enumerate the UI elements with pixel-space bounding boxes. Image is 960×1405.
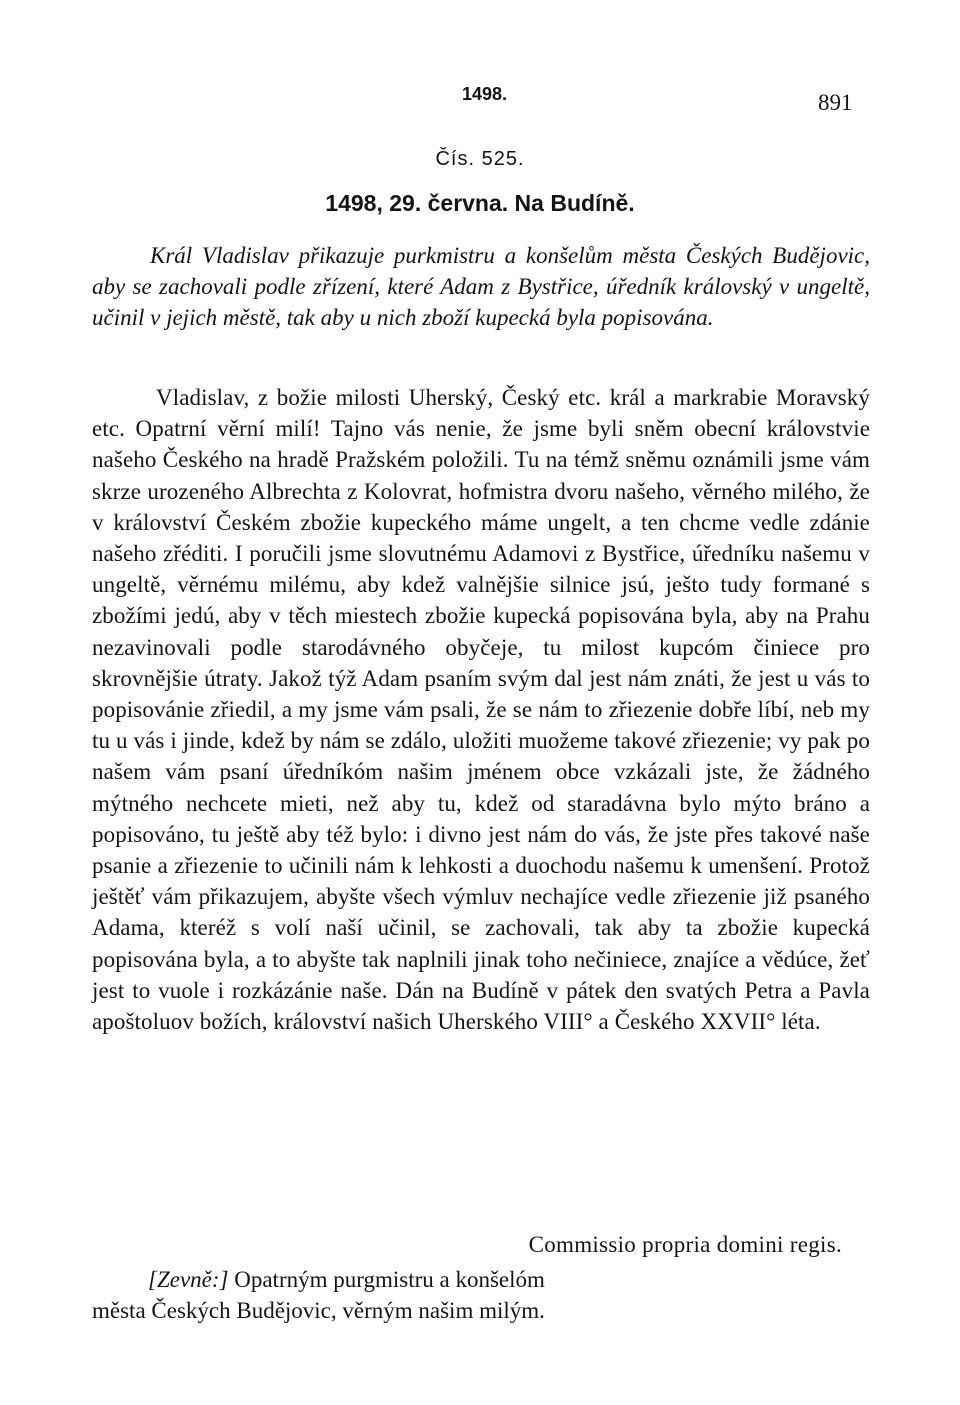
dorsal-tag: [Zevně:]	[148, 1267, 229, 1292]
page-number: 891	[818, 90, 853, 115]
dorsal-address-line-2: města Českých Budějovic, věrným našim milým.	[92, 1298, 545, 1324]
document-body: Vladislav, z božie milosti Uherský, Český etc. král a markrabie Moravský etc. Opatrní věrní milí! Tajno vás nenie, že jsme byli sněm obecní královstvie našeho Českého na hradě Pražském položili. Tu na témž sněmu oznámili jsme vám skrze urozeného Albrechta z Kolovrat, hofmistra dvoru našeho, věrného milého, že v království Českém zbožie kupeckého máme ungelt, a ten chcme vedle zdánie našeho zřéditi. I poručili jsme slovutnému Adamovi z Bystřice, úředníku našemu v ungeltě, věrnému milému, aby kdež valnějšie silnice jsú, ješto tudy formané s zbožími jedú, aby v těch miestech zbožie kupecká popisována byla, aby na Prahu nezavinovali podle starodávného obyčeje, tu milost kupcóm činiece pro skrovnějšie útraty. Jakož týž Adam psaním svým dal jest nám znáti, že jest u vás to popisovánie zřiedil, a my jsme vám psali, že se nám to zřiezenie dobře líbí, neb my tu u vás i jinde, kdež by nám se zdálo, uložiti muožeme takové zřiezenie; vy pak po našem vám psaní úředníkóm našim jménem obce vzkázali jste, že žádného mýtného nechcete mieti, než aby tu, kdež od staradávna bylo mýto bráno a popisováno, tu ještě aby též bylo: i divno jest nám do vás, že jste přes takové naše psanie a zřiezenie to učinili nám k lehkosti a duochodu našemu k umenšení. Protož ještěť vám přikazujem, abyšte všech výmluv nechajíce vedle zřiezenie již psaného Adama, kteréž s volí naší učinil, se zachovali, tak aby ta zbožie kupecká popisována byla, a to abyšte tak naplnili jinak toho nečiniece, znajíce a vědúce, žeť jest to vuole i rozkázánie naše. Dán na Budíně v pátek den svatých Petra a Pavla apoštoluov božích, království našich Uherského VIII° a Českého XXVII° léta.	[92, 385, 870, 1035]
dorsal-address-line-1	[92, 1264, 792, 1295]
dorsal-address-text-1: Opatrným purgmistru a konšelóm	[228, 1267, 545, 1292]
document-number: Čís. 525.	[435, 148, 525, 170]
document-date-place: 1498, 29. června. Na Budíně.	[325, 190, 635, 216]
running-head-year: 1498.	[462, 84, 508, 104]
document-signature: Commissio propria domini regis.	[528, 1232, 842, 1257]
dorsal-address	[92, 1264, 792, 1326]
document-regest: Král Vladislav přikazuje purkmistru a konšelům města Českých Budějovic, aby se zachovali podle zřízení, které Adam z Bystřice, úředník královský v ungeltě, učinil v jejich městě, tak aby u nich zboží kupecká byla popisována.	[92, 243, 870, 331]
running-head	[0, 80, 960, 120]
